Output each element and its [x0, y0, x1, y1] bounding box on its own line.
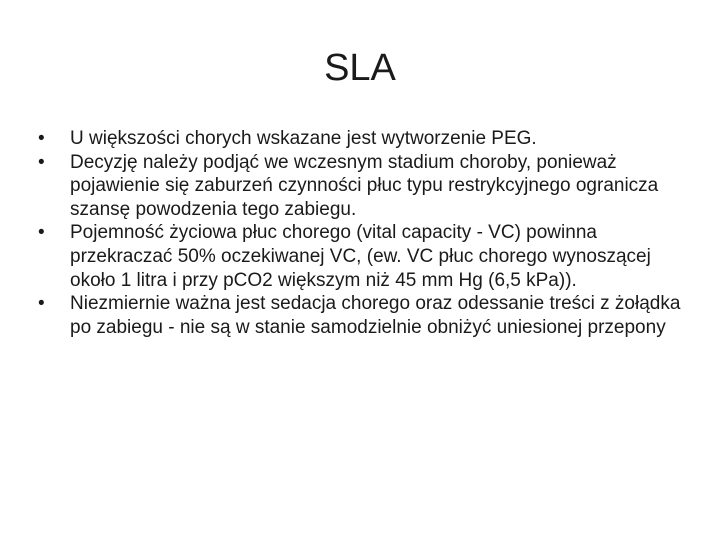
- bullet-list: [38, 127, 698, 339]
- bullet-dot: •: [38, 151, 45, 173]
- bullet-dot: •: [38, 128, 45, 149]
- bullet-item-vital-capacity: [38, 221, 698, 292]
- bullet-text: U większości chorych wskazane jest wytworzenie PEG.: [70, 128, 537, 149]
- bullet-item-peg: [38, 127, 698, 151]
- bullet-text: Pojemność życiowa płuc chorego (vital capacity - VC) powinna przekraczać 50% oczekiwanej VC, (ew. VC płuc chorego wynoszącej około 1 litra i przy pCO2 większym niż 45 mm Hg (6,5 kPa)).: [70, 222, 651, 291]
- bullet-item-decision: [38, 151, 698, 222]
- bullet-text: Decyzję należy podjąć we wczesnym stadium choroby, ponieważ pojawienie się zaburzeń czynności płuc typu restrykcyjnego ogranicza szansę powodzenia tego zabiegu.: [70, 151, 659, 220]
- bullet-item-sedation: [38, 292, 698, 339]
- bullet-dot: •: [38, 222, 45, 244]
- bullet-text: Niezmiernie ważna jest sedacja chorego oraz odessanie treści z żołądka po zabiegu - nie są w stanie samodzielnie obniżyć uniesionej przepony: [70, 293, 681, 338]
- slide-title: SLA: [324, 47, 396, 89]
- bullet-dot: •: [38, 293, 45, 315]
